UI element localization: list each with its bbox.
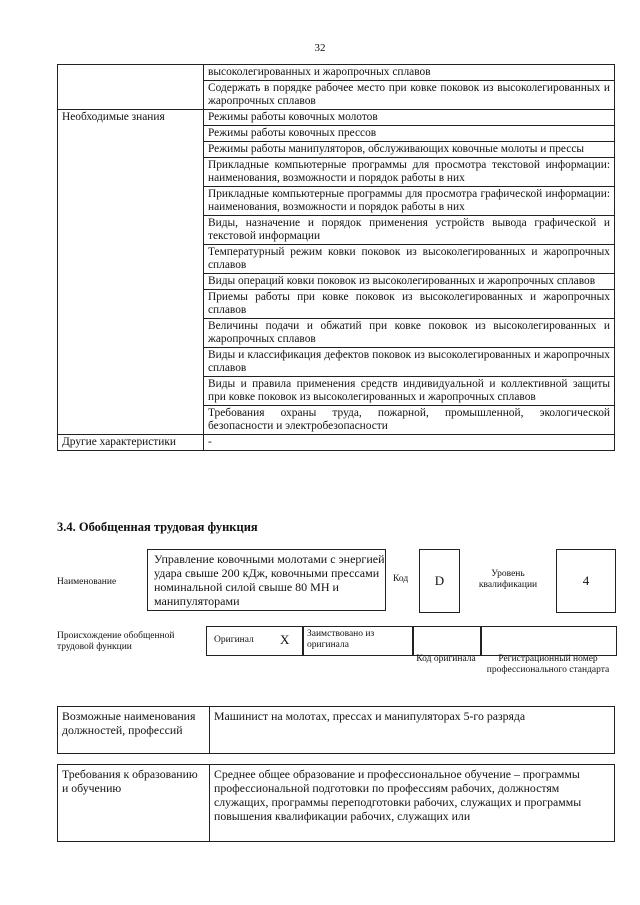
row-text: Температурный режим ковки поковок из высоколегированных и жаропрочных сплавов <box>204 245 615 274</box>
positions-value: Машинист на молотах, прессах и манипуляторах 5-го разряда <box>210 707 615 754</box>
code-original-cell <box>412 626 482 656</box>
section-title: 3.4. Обобщенная трудовая функция <box>57 520 258 534</box>
table-row <box>58 435 615 451</box>
original-mark: X <box>280 632 290 647</box>
row-text: высоколегированных и жаропрочных сплавов <box>204 65 615 81</box>
row-text: Виды и классификация дефектов поковок из высоколегированных и жаропрочных сплавов <box>204 348 615 377</box>
education-label: Требования к образованию и обучению <box>58 765 210 842</box>
page-number: 32 <box>314 42 326 54</box>
name-label: Наименование <box>57 577 117 587</box>
reg-number-cell <box>480 626 617 656</box>
reg-number-caption: Регистрационный номер профессионального стандарта <box>486 654 610 675</box>
original-label: Оригинал <box>214 635 254 645</box>
borrowed-label: Заимствовано из оригинала <box>307 629 375 650</box>
row-text: Режимы работы манипуляторов, обслуживающих ковочные молоты и прессы <box>204 142 615 158</box>
borrowed-cell <box>302 626 414 656</box>
row-text: Прикладные компьютерные программы для просмотра текстовой информации: наименования, возможности и порядок работы в них <box>204 158 615 187</box>
code-label: Код <box>393 574 409 584</box>
knowledge-table <box>57 64 615 451</box>
row-text: Приемы работы при ковке поковок из высоколегированных и жаропрочных сплавов <box>204 290 615 319</box>
row-text: Величины подачи и обжатий при ковке поковок из высоколегированных и жаропрочных сплавов <box>204 319 615 348</box>
level-label: Уровень квалификации <box>478 569 538 590</box>
row-label: Другие характеристики <box>58 435 204 451</box>
row-text: Виды операций ковки поковок из высоколегированных и жаропрочных сплавов <box>204 274 615 290</box>
row-text: Виды, назначение и порядок применения устройств вывода графической и текстовой информации <box>204 216 615 245</box>
row-label <box>58 65 204 110</box>
row-label: Необходимые знания <box>58 110 204 435</box>
row-text: Содержать в порядке рабочее место при ковке поковок из высоколегированных и жаропрочных сплавов <box>204 81 615 110</box>
positions-table <box>57 706 615 754</box>
table-row <box>58 65 615 81</box>
positions-label: Возможные наименования должностей, профессий <box>58 707 210 754</box>
function-name-value: Управление ковочными молотами с энергией удара свыше 200 кДж, ковочными прессами номинальной силой свыше 80 МН и манипуляторами <box>147 549 386 611</box>
education-table <box>57 764 615 842</box>
code-original-caption: Код оригинала <box>416 654 476 664</box>
row-text: Прикладные компьютерные программы для просмотра графической информации: наименования, возможности и порядок работы в них <box>204 187 615 216</box>
row-text: Режимы работы ковочных прессов <box>204 126 615 142</box>
origin-label: Происхождение обобщенной трудовой функции <box>57 631 175 652</box>
original-cell <box>206 626 304 656</box>
row-text: Требования охраны труда, пожарной, промышленной, экологической безопасности и электробезопасности <box>204 406 615 435</box>
code-value: D <box>419 549 460 613</box>
row-text: - <box>204 435 615 451</box>
level-value: 4 <box>556 549 616 613</box>
table-row <box>58 110 615 126</box>
row-text: Виды и правила применения средств индивидуальной и коллективной защиты при ковке поковок из высоколегированных и жаропрочных сплавов <box>204 377 615 406</box>
education-value: Среднее общее образование и профессиональное обучение – программы профессиональной подготовки по профессиям рабочих, должностям служащих, программы переподготовки рабочих, служащих и программы повышения квалификации рабочих, служащих или <box>210 765 615 842</box>
row-text: Режимы работы ковочных молотов <box>204 110 615 126</box>
